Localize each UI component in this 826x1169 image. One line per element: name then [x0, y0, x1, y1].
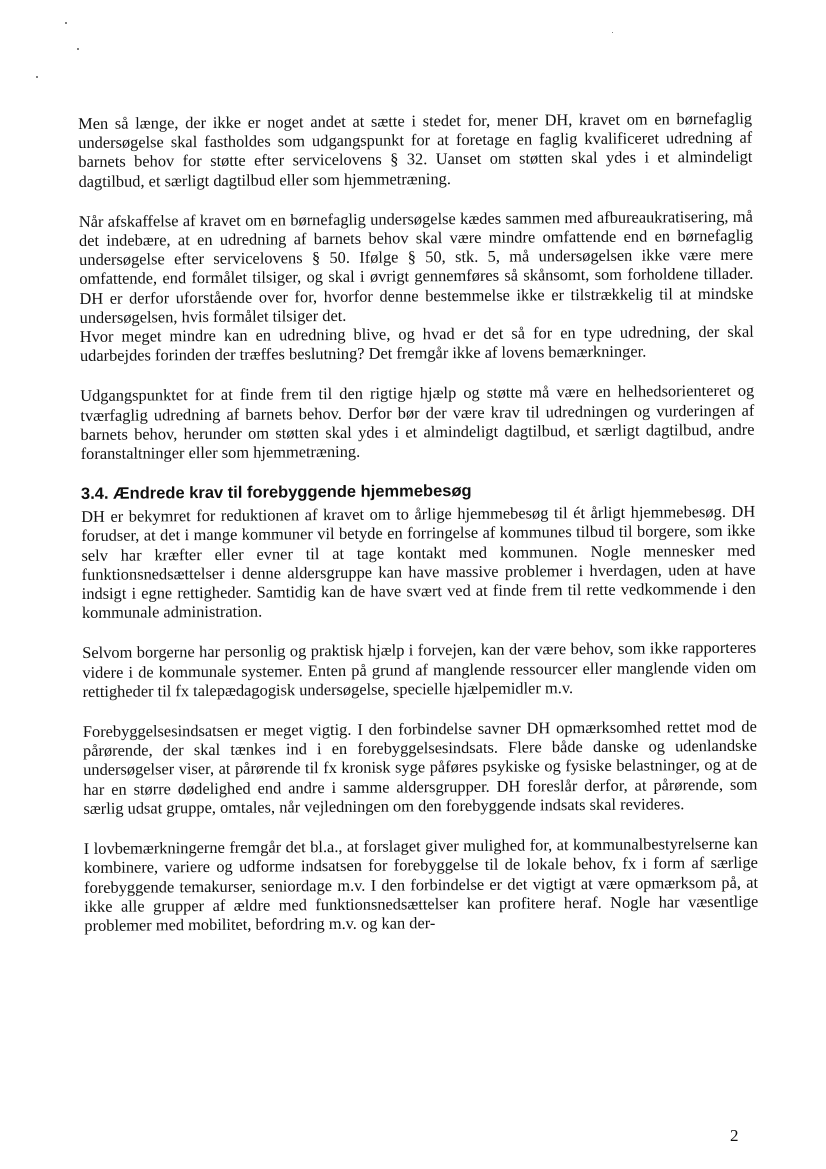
paragraph: DH er bekymret for reduktionen af kravet om to årlige hjemmebesøg til ét årligt hjemmebesøg. DH forudser, at det i mange kommuner vil betyde en forringelse af kommunes tilbud til borgere, som ikke selv har kræfter eller evner til at tage kontakt med kommunen. Nogle mennesker med funktionsnedsættelser i denne aldersgruppe kan have massive problemer i hverdagen, uden at have indsigt i egne rettigheder. Samtidig kan de have svært ved at finde frem til rette vedkommende i den kommunale administration. [81, 501, 756, 623]
scan-speck [36, 76, 38, 78]
page-number: 2 [730, 1126, 739, 1145]
scan-speck [612, 32, 613, 33]
scan-speck [77, 48, 79, 50]
paragraph: I lovbemærkningerne fremgår det bl.a., at forslaget giver mulighed for, at kommunalbestyrelserne kan kombinere, variere og udforme indsatsen for forebyggelse til de lokale behov, fx i form af særlige forebyggende temakurser, seniordage m.v. I den forbindelse er det vigtigt at være opmærksom på, at ikke alle grupper af ældre med funktionsnedsættelser kan profitere heraf. Nogle har væsentlige problemer med mobilitet, befordring m.v. og kan der- [83, 833, 759, 935]
paragraph: Forebyggelsesindsatsen er meget vigtig. I den forbindelse savner DH opmærksomhed rettet mod de pårørende, der skal tænkes ind i en forebyggelsesindsats. Flere både danske og udenlandske undersøgelser viser, at pårørende til fx kronisk syge påføres psykiske og fysiske belastninger, og at de har en større dødelighed end andre i samme aldersgrupper. DH foreslår derfor, at pårørende, som særlig udsat gruppe, omtales, når vejledningen om den forebyggende indsats skal revideres. [82, 716, 758, 818]
paragraph: Udgangspunktet for at finde frem til den rigtige hjælp og støtte må være en helhedsorienteret og tværfaglig udredning af barnets behov. Derfor bør der være krav til udredningen og vurderingen af barnets behov, herunder om støtten skal ydes i et almindeligt dagtilbud, et særligt dagtilbud, andre foranstaltninger eller som hjemmetræning. [80, 381, 755, 464]
paragraph: Selvom borgerne har personlig og praktisk hjælp i forvejen, kan der være behov, som ikke rapporteres videre i de kommunale systemer. Enten på grund af manglende ressourcer eller manglende viden om rettigheder til fx talepædagogisk undersøgelse, specielle hjælpemidler m.v. [82, 638, 757, 701]
paragraph: Hvor meget mindre kan en udredning blive, og hvad er det så for en type udredning, der skal udarbejdes forinden der træffes beslutning? Det fremgår ikke af lovens bemærkninger. [79, 321, 754, 366]
paragraph: Men så længe, der ikke er noget andet at sætte i stedet for, mener DH, kravet om en børnefaglig undersøgelse skal fastholdes som udgangspunkt for at foretage en faglig kvalificeret udredning af barnets behov for støtte efter servicelovens § 32. Uanset om støtten skal ydes i et almindeligt dagtilbud, et særligt dagtilbud eller som hjemmetræning. [78, 108, 753, 191]
scan-speck [65, 22, 67, 24]
document-body [78, 109, 759, 956]
section-heading: 3.4. Ændrede krav til forebyggende hjemmebesøg [80, 482, 472, 504]
paragraph: Når afskaffelse af kravet om en børnefaglig undersøgelse kædes sammen med afbureaukratisering, må det indebære, at en udredning af barnets behov skal være mindre omfattende end en børnefaglig undersøgelse efter servicelovens § 50. Ifølge § 50, stk. 5, må undersøgelsen ikke være mere omfattende, end formålet tilsiger, og skal i øvrigt gennemføres så skånsomt, som forholdene tillader. DH er derfor uforstående over for, hvorfor denne bestemmelse ikke er tilstrækkelig til at mindske undersøgelsen, hvis formålet tilsiger det. [78, 206, 754, 327]
